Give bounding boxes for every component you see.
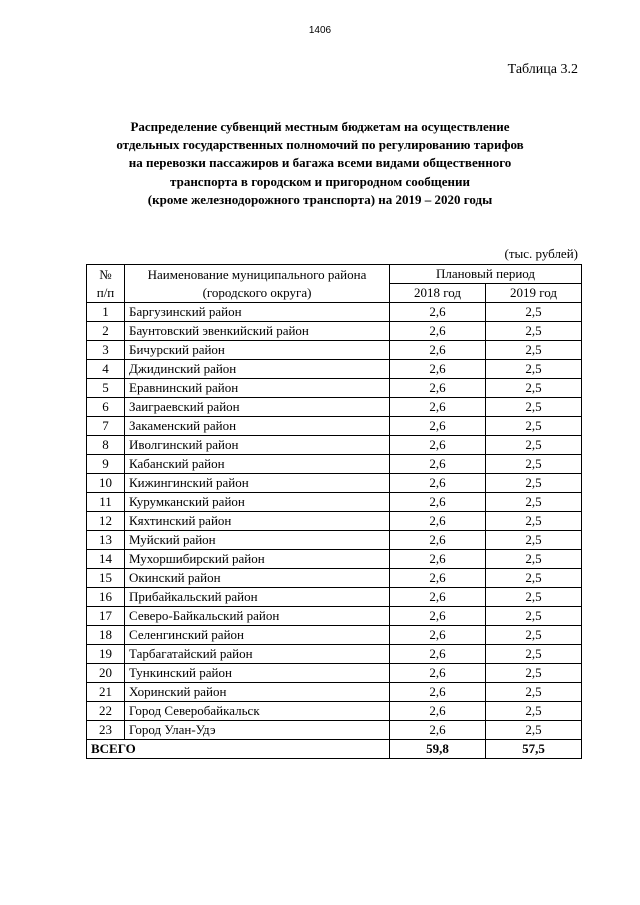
district-name: Баунтовский эвенкийский район <box>125 322 390 341</box>
value-2019: 2,5 <box>486 702 582 721</box>
table-row <box>87 379 582 398</box>
title-line: отдельных государственных полномочий по регулированию тарифов <box>116 137 524 153</box>
value-2019: 2,5 <box>486 569 582 588</box>
value-2019: 2,5 <box>486 664 582 683</box>
value-2019: 2,5 <box>486 683 582 702</box>
row-number: 11 <box>87 493 125 512</box>
value-2018: 2,6 <box>390 721 486 740</box>
value-2019: 2,5 <box>486 455 582 474</box>
value-2018: 2,6 <box>390 474 486 493</box>
value-2018: 2,6 <box>390 531 486 550</box>
row-number: 3 <box>87 341 125 360</box>
district-name: Заиграевский район <box>125 398 390 417</box>
table-row <box>87 322 582 341</box>
value-2018: 2,6 <box>390 303 486 322</box>
title-line: транспорта в городском и пригородном сообщении <box>170 173 470 189</box>
table-row <box>87 512 582 531</box>
page-number: 1406 <box>308 25 332 36</box>
row-number: 16 <box>87 588 125 607</box>
table-row <box>87 626 582 645</box>
value-2018: 2,6 <box>390 626 486 645</box>
table-row <box>87 664 582 683</box>
table-row <box>87 721 582 740</box>
value-2018: 2,6 <box>390 569 486 588</box>
district-name: Мухоршибирский район <box>125 550 390 569</box>
value-2019: 2,5 <box>486 645 582 664</box>
value-2018: 2,6 <box>390 607 486 626</box>
header-year-2019: 2019 год <box>486 284 582 303</box>
row-number: 4 <box>87 360 125 379</box>
value-2018: 2,6 <box>390 512 486 531</box>
table-row <box>87 645 582 664</box>
district-name: Курумканский район <box>125 493 390 512</box>
value-2018: 2,6 <box>390 398 486 417</box>
row-number: 10 <box>87 474 125 493</box>
title-line: (кроме железнодорожного транспорта) на 2019 – 2020 годы <box>147 191 493 207</box>
district-name: Тарбагатайский район <box>125 645 390 664</box>
table-row <box>87 341 582 360</box>
value-2019: 2,5 <box>486 588 582 607</box>
value-2018: 2,6 <box>390 436 486 455</box>
row-number: 1 <box>87 303 125 322</box>
value-2018: 2,6 <box>390 360 486 379</box>
value-2019: 2,5 <box>486 474 582 493</box>
table-row <box>87 588 582 607</box>
title-line: на перевозки пассажиров и багажа всеми видами общественного <box>128 155 512 171</box>
value-2019: 2,5 <box>486 493 582 512</box>
value-2018: 2,6 <box>390 455 486 474</box>
header-name-line1: Наименование муниципального района <box>147 266 367 282</box>
district-name: Кижингинский район <box>125 474 390 493</box>
header-num <box>87 265 125 303</box>
district-name: Северо-Байкальский район <box>125 607 390 626</box>
row-number: 6 <box>87 398 125 417</box>
row-number: 20 <box>87 664 125 683</box>
subvention-table <box>86 264 582 759</box>
value-2018: 2,6 <box>390 550 486 569</box>
table-row <box>87 702 582 721</box>
table-body <box>87 303 582 740</box>
row-number: 13 <box>87 531 125 550</box>
table-header <box>87 265 582 303</box>
value-2019: 2,5 <box>486 322 582 341</box>
table-row <box>87 569 582 588</box>
district-name: Кабанский район <box>125 455 390 474</box>
header-year-2018: 2018 год <box>390 284 486 303</box>
table-row <box>87 303 582 322</box>
total-value-2018: 59,8 <box>390 740 486 759</box>
value-2019: 2,5 <box>486 550 582 569</box>
table-row <box>87 417 582 436</box>
total-value-2019: 57,5 <box>486 740 582 759</box>
table-row <box>87 607 582 626</box>
value-2019: 2,5 <box>486 531 582 550</box>
value-2018: 2,6 <box>390 417 486 436</box>
district-name: Город Северобайкальск <box>125 702 390 721</box>
value-2018: 2,6 <box>390 645 486 664</box>
value-2019: 2,5 <box>486 360 582 379</box>
district-name: Кяхтинский район <box>125 512 390 531</box>
row-number: 15 <box>87 569 125 588</box>
table-row <box>87 531 582 550</box>
header-num-line1: № <box>99 266 112 282</box>
district-name: Хоринский район <box>125 683 390 702</box>
header-period: Плановый период <box>390 265 582 284</box>
table-row <box>87 436 582 455</box>
district-name: Окинский район <box>125 569 390 588</box>
row-number: 14 <box>87 550 125 569</box>
district-name: Прибайкальский район <box>125 588 390 607</box>
row-number: 22 <box>87 702 125 721</box>
header-num-line2: п/п <box>96 284 115 300</box>
row-number: 18 <box>87 626 125 645</box>
table-row <box>87 398 582 417</box>
district-name: Тункинский район <box>125 664 390 683</box>
table-title <box>70 118 570 209</box>
value-2019: 2,5 <box>486 721 582 740</box>
table-label: Таблица 3.2 <box>507 62 578 77</box>
row-number: 8 <box>87 436 125 455</box>
value-2019: 2,5 <box>486 626 582 645</box>
district-name: Еравнинский район <box>125 379 390 398</box>
table-row <box>87 683 582 702</box>
table-row <box>87 493 582 512</box>
row-number: 23 <box>87 721 125 740</box>
row-number: 5 <box>87 379 125 398</box>
title-line: Распределение субвенций местным бюджетам на осуществление <box>130 119 510 134</box>
district-name: Иволгинский район <box>125 436 390 455</box>
total-label: ВСЕГО <box>87 740 390 759</box>
district-name: Джидинский район <box>125 360 390 379</box>
table-row <box>87 550 582 569</box>
row-number: 19 <box>87 645 125 664</box>
row-number: 12 <box>87 512 125 531</box>
value-2018: 2,6 <box>390 683 486 702</box>
value-2018: 2,6 <box>390 341 486 360</box>
district-name: Селенгинский район <box>125 626 390 645</box>
district-name: Город Улан-Удэ <box>125 721 390 740</box>
value-2019: 2,5 <box>486 436 582 455</box>
total-row <box>87 740 582 759</box>
header-row <box>87 265 582 284</box>
district-name: Бичурский район <box>125 341 390 360</box>
units-note: (тыс. рублей) <box>504 246 578 261</box>
value-2019: 2,5 <box>486 512 582 531</box>
row-number: 17 <box>87 607 125 626</box>
row-number: 9 <box>87 455 125 474</box>
value-2019: 2,5 <box>486 607 582 626</box>
value-2019: 2,5 <box>486 398 582 417</box>
value-2019: 2,5 <box>486 341 582 360</box>
table-row <box>87 455 582 474</box>
header-name-line2: (городского округа) <box>202 284 312 300</box>
district-name: Баргузинский район <box>125 303 390 322</box>
value-2018: 2,6 <box>390 379 486 398</box>
row-number: 21 <box>87 683 125 702</box>
district-name: Муйский район <box>125 531 390 550</box>
value-2018: 2,6 <box>390 493 486 512</box>
table-footer <box>87 740 582 759</box>
value-2019: 2,5 <box>486 417 582 436</box>
value-2018: 2,6 <box>390 702 486 721</box>
row-number: 7 <box>87 417 125 436</box>
district-name: Закаменский район <box>125 417 390 436</box>
header-name <box>125 265 390 303</box>
value-2018: 2,6 <box>390 322 486 341</box>
row-number: 2 <box>87 322 125 341</box>
table-row <box>87 474 582 493</box>
value-2018: 2,6 <box>390 664 486 683</box>
table-row <box>87 360 582 379</box>
value-2019: 2,5 <box>486 303 582 322</box>
value-2018: 2,6 <box>390 588 486 607</box>
value-2019: 2,5 <box>486 379 582 398</box>
